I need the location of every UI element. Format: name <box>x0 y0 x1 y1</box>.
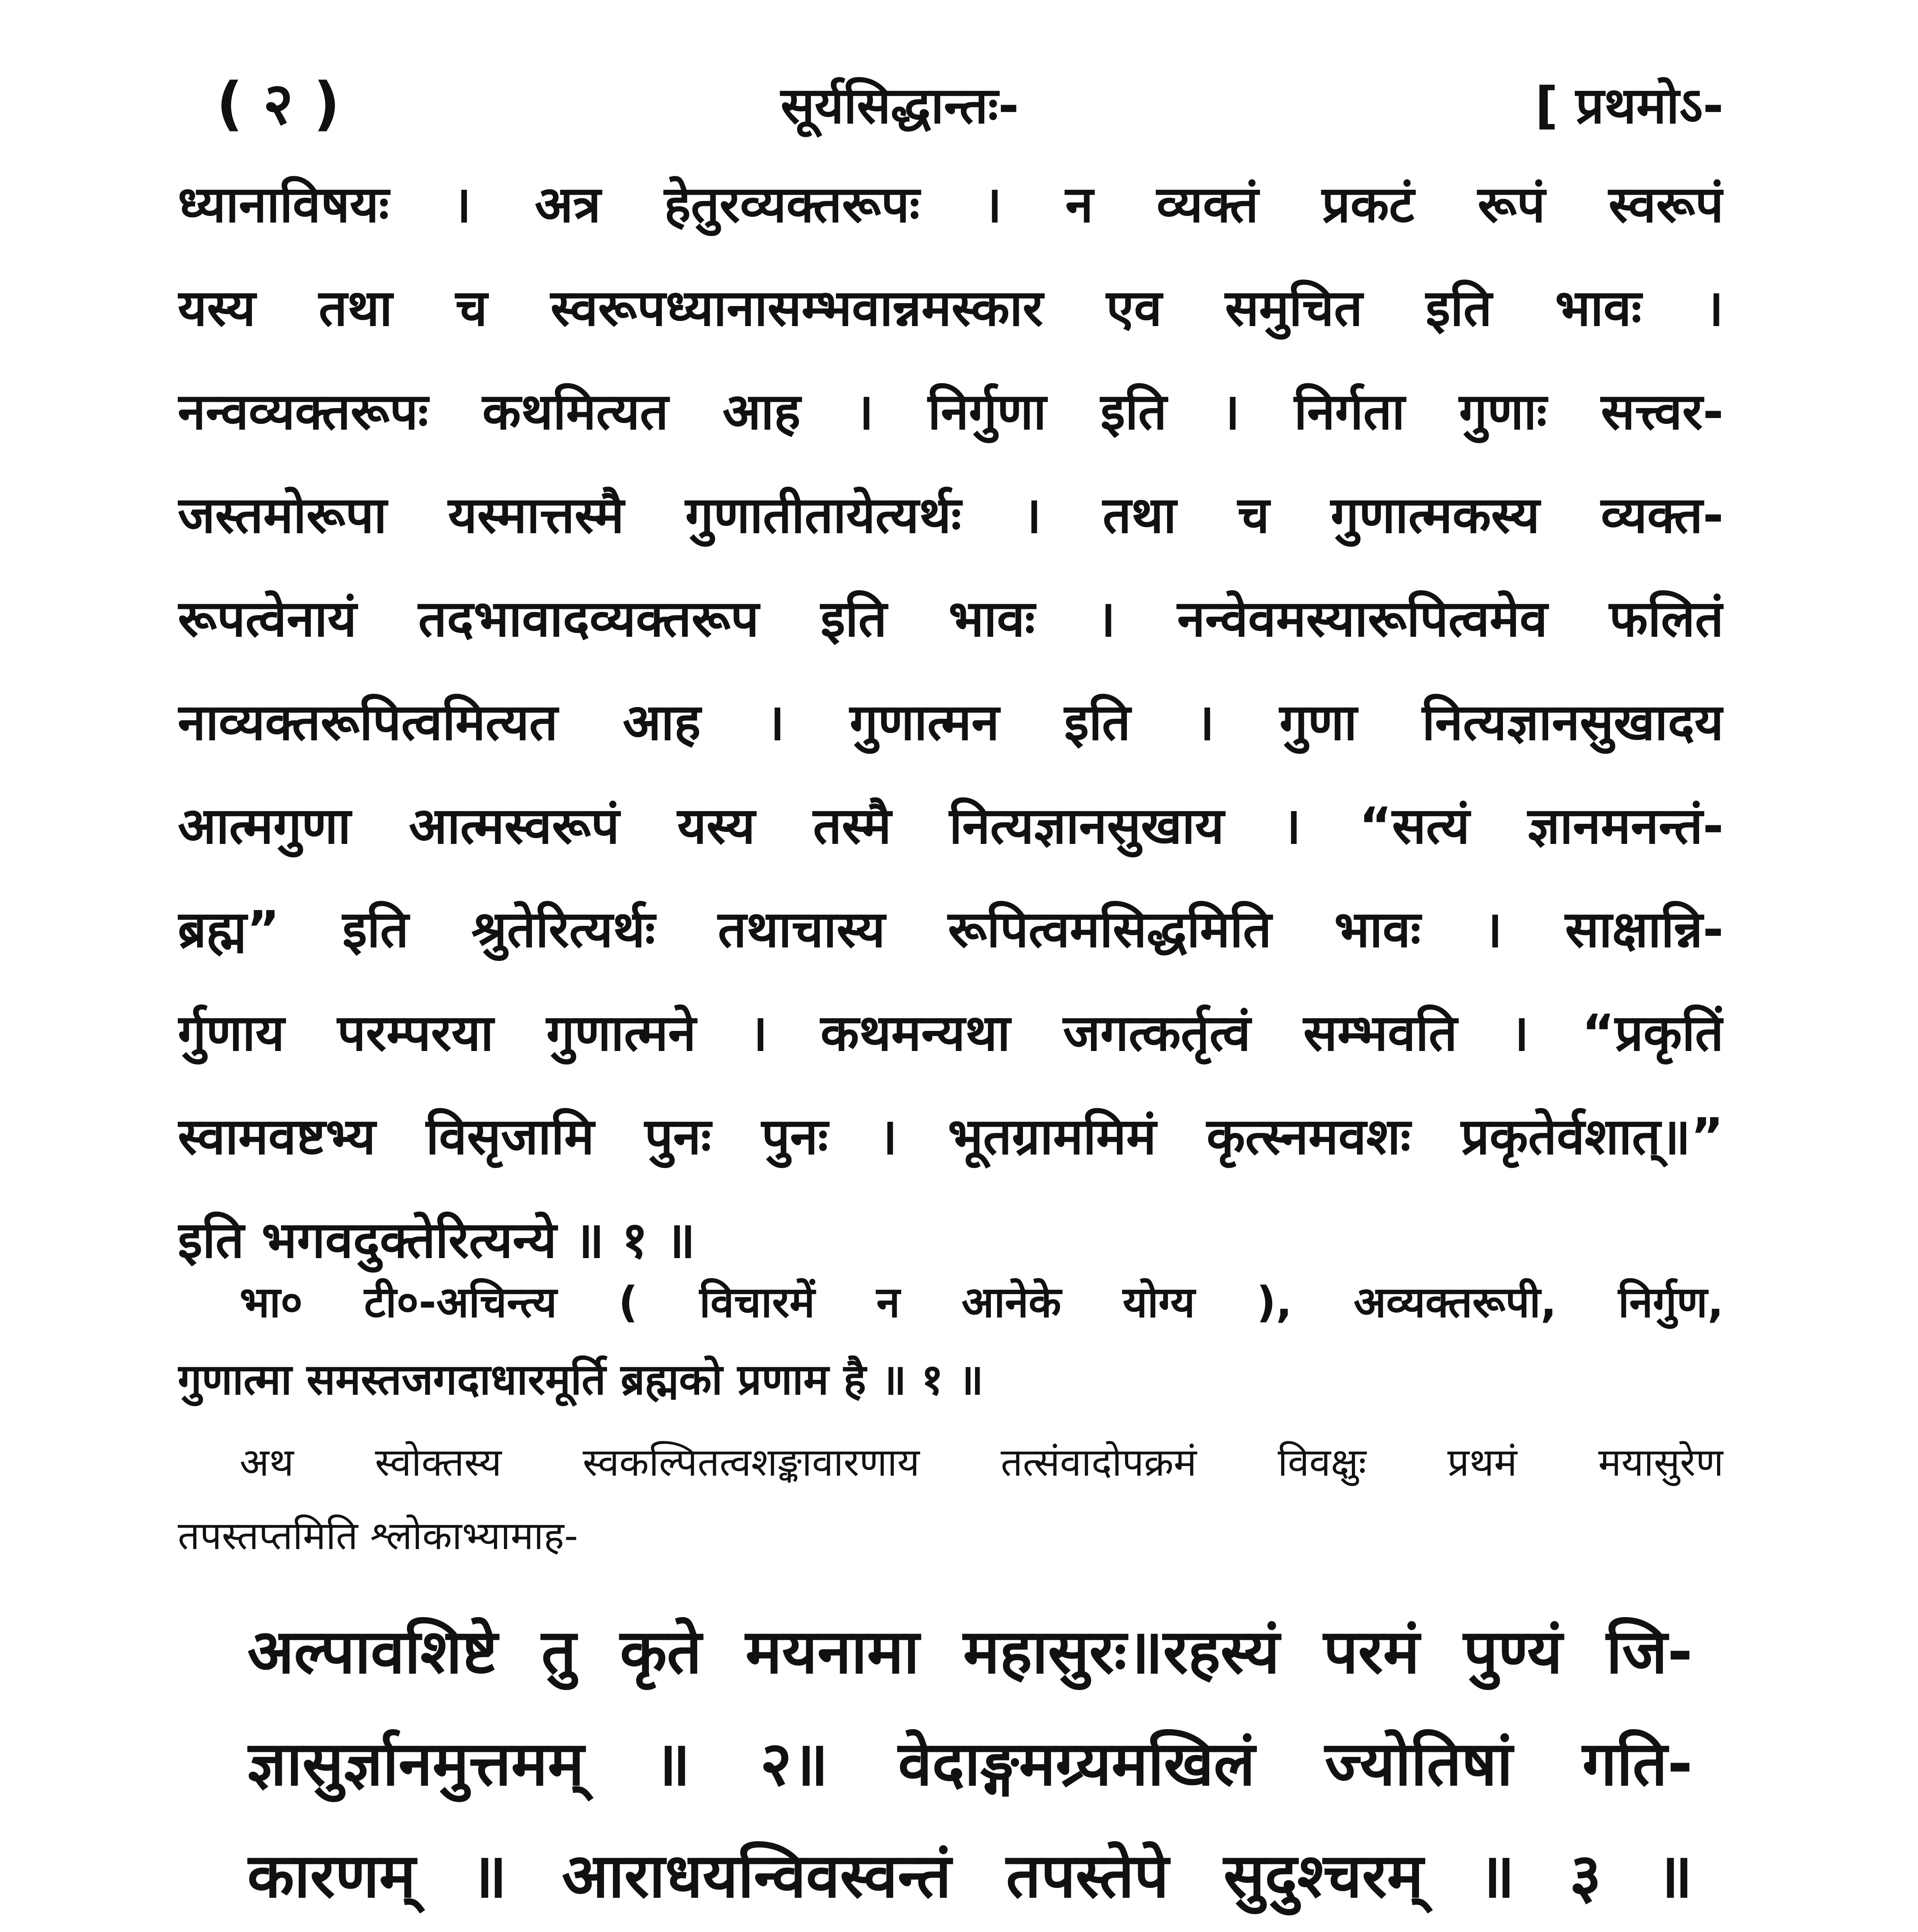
commentary-block <box>178 153 1724 1292</box>
commentary-line: रूपत्वेनायं तदभावादव्यक्तरूप इति भावः । नन्वेवमस्यारूपित्वमेव फलितं <box>178 589 1724 648</box>
commentary-line: इति भगवदुक्तेरित्यन्ये ॥ १ ॥ <box>178 1211 696 1269</box>
verse-introduction <box>178 1426 1724 1573</box>
commentary-line: नाव्यक्तरूपित्वमित्यत आह । गुणात्मन इति । गुणा नित्यज्ञानसुखादय <box>178 693 1724 752</box>
commentary-line: र्गुणाय परम्परया गुणात्मने । कथमन्यथा जगत्कर्तृत्वं सम्भवति । “प्रकृतिं <box>178 1003 1724 1062</box>
verse-line: ज्ञासुर्ज्ञानमुत्तमम् ॥ २॥ वेदाङ्गमग्र्यमखिलं ज्योतिषां गति- <box>247 1728 1693 1799</box>
verse-line: अल्पावशिष्टे तु कृते मयनामा महासुरः॥रहस्यं परमं पुण्यं जि- <box>247 1616 1693 1687</box>
commentary-line: यस्य तथा च स्वरूपध्यानासम्भवान्नमस्कार एव समुचित इति भावः । <box>178 279 1724 337</box>
intro-line: अथ स्वोक्तस्य स्वकल्पितत्वशङ्कावारणाय तत्संवादोपक्रमं विवक्षुः प्रथमं मयासुरेण <box>240 1440 1724 1485</box>
verse-block <box>247 1596 1693 1932</box>
hindi-translation <box>178 1264 1724 1418</box>
commentary-line: नन्वव्यक्तरूपः कथमित्यत आह । निर्गुणा इति । निर्गता गुणाः सत्त्वर- <box>178 382 1724 441</box>
running-header <box>216 58 1724 151</box>
chapter-label: [ प्रथमोऽ- <box>1535 76 1724 135</box>
commentary-line: ब्रह्म” इति श्रुतेरित्यर्थः तथाचास्य रूपित्वमसिद्धमिति भावः । साक्षान्नि- <box>178 900 1724 959</box>
commentary-line: स्वामवष्टभ्य विसृजामि पुनः पुनः । भूतग्राममिमं कृत्स्नमवशः प्रकृतेर्वशात्॥” <box>178 1107 1724 1166</box>
commentary-line: जस्तमोरूपा यस्मात्तस्मै गुणातीतायेत्यर्थः । तथा च गुणात्मकस्य व्यक्त- <box>178 486 1724 544</box>
translation-line: भा० टी०-अचिन्त्य ( विचारमें न आनेके योग्य ), अव्यक्तरूपी, निर्गुण, <box>240 1277 1724 1327</box>
intro-line: तपस्तप्तमिति श्लोकाभ्यामाह- <box>178 1513 578 1558</box>
verse-line: कारणम् ॥ आराधयन्विवस्वन्तं तपस्तेपे सुदुश्चरम् ॥ ३ ॥ <box>247 1840 1693 1912</box>
running-title: सूर्यसिद्धान्तः- <box>781 76 1019 135</box>
translation-line: गुणात्मा समस्तजगदाधारमूर्ति ब्रह्मको प्रणाम है ॥ १ ॥ <box>178 1355 984 1404</box>
commentary-line: आत्मगुणा आत्मस्वरूपं यस्य तस्मै नित्यज्ञानसुखाय । “सत्यं ज्ञानमनन्तं- <box>178 796 1724 855</box>
commentary-line: ध्यानाविषयः । अत्र हेतुरव्यक्तरूपः । न व्यक्तं प्रकटं रूपं स्वरूपं <box>178 175 1724 234</box>
page-number: ( २ ) <box>216 70 340 138</box>
